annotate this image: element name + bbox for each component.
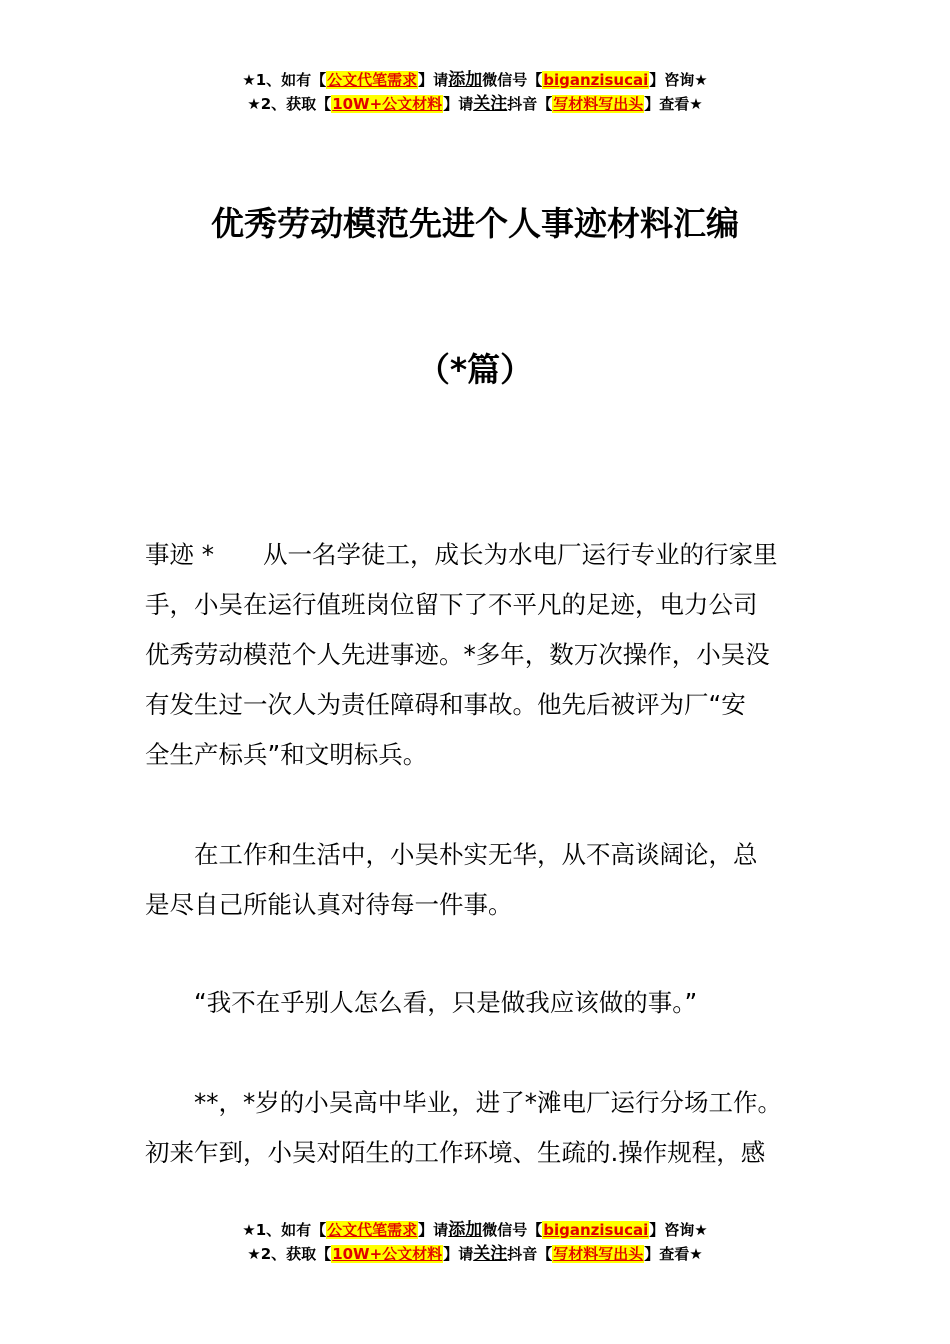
banner-highlight: biganzisucai [543,71,649,89]
banner-text: 抖音【 [507,1245,553,1263]
banner-highlight: 公文代笔需求 [327,71,418,89]
body-paragraph-1 [145,530,815,780]
banner-text: ★1、如有【 [242,1221,327,1239]
body-line: “我不在乎别人怎么看，只是做我应该做的事。” [145,988,698,1017]
header-banner [0,68,950,116]
body-line: 事迹 * 从一名学徒工，成长为水电厂运行专业的行家里 [145,540,778,569]
banner-highlight: 10W+公文材料 [332,95,443,113]
banner-line-2 [0,92,950,116]
banner-text: 抖音【 [507,95,553,113]
banner-text: 】请 [443,1245,474,1263]
banner-text: 微信号【 [482,71,543,89]
banner-text: ★2、获取【 [247,95,332,113]
footer-banner [0,1218,950,1266]
banner-emphasis: 添加 [448,1220,483,1240]
banner-emphasis: 关注 [473,94,508,114]
body-paragraph-3 [145,978,815,1028]
banner-highlight: 公文代笔需求 [327,1221,418,1239]
banner-line-1 [0,1218,950,1242]
body-line: **，*岁的小吴高中毕业，进了*滩电厂运行分场工作。 [145,1088,782,1117]
banner-highlight: 写材料写出头 [553,95,644,113]
body-line: 手，小吴在运行值班岗位留下了不平凡的足迹，电力公司 [145,590,758,619]
banner-highlight: 写材料写出头 [553,1245,644,1263]
body-line: 是尽自己所能认真对待每一件事。 [145,890,513,919]
body-line: 全生产标兵”和文明标兵。 [145,740,428,769]
banner-highlight: biganzisucai [543,1221,649,1239]
banner-highlight: 10W+公文材料 [332,1245,443,1263]
body-line: 有发生过一次人为责任障碍和事故。他先后被评为厂“安 [145,690,746,719]
banner-line-2 [0,1242,950,1266]
body-line: 在工作和生活中，小吴朴实无华，从不高谈阔论，总 [145,840,758,869]
banner-text: 微信号【 [482,1221,543,1239]
banner-emphasis: 关注 [473,1244,508,1264]
banner-text: ★1、如有【 [242,71,327,89]
document-title: 优秀劳动模范先进个人事迹材料汇编 [211,204,739,243]
document-subtitle: （*篇） [416,350,534,389]
banner-text: ★2、获取【 [247,1245,332,1263]
body-paragraph-4 [145,1078,835,1178]
banner-text: 】查看★ [644,95,703,113]
body-paragraph-2 [145,830,815,930]
banner-text: 】请 [443,95,474,113]
banner-text: 】咨询★ [649,1221,708,1239]
banner-line-1 [0,68,950,92]
banner-text: 】请 [418,71,449,89]
body-line: 初来乍到，小吴对陌生的工作环境、生疏的.操作规程，感 [145,1138,766,1167]
banner-text: 】请 [418,1221,449,1239]
banner-text: 】咨询★ [649,71,708,89]
banner-text: 】查看★ [644,1245,703,1263]
body-line: 优秀劳动模范个人先进事迹。*多年，数万次操作，小吴没 [145,640,770,669]
banner-emphasis: 添加 [448,70,483,90]
